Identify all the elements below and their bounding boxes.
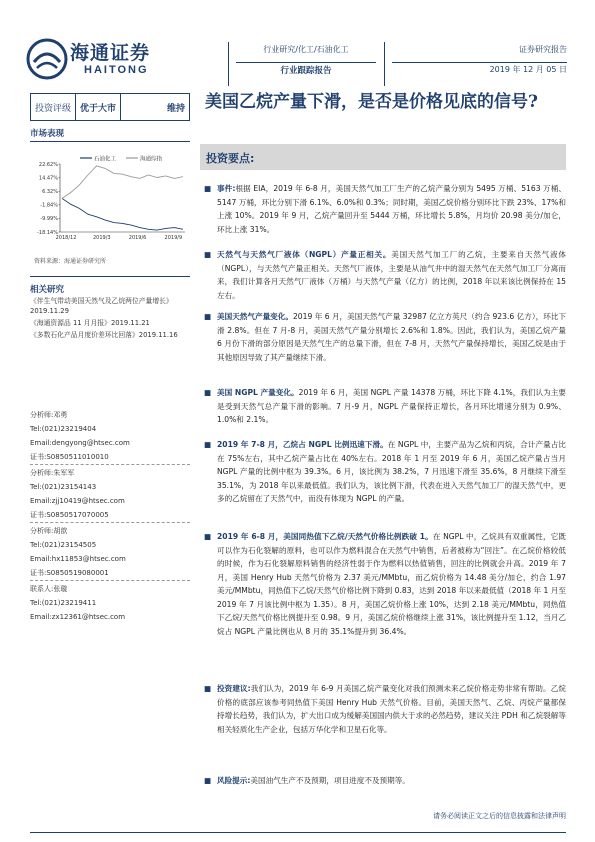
rating-label: 投资评级	[31, 94, 76, 120]
divider	[30, 522, 190, 523]
x-tick-label: 2018/12	[55, 235, 77, 241]
logo-english-text: HAITONG	[84, 64, 149, 76]
contact-email[interactable]: Email:zx12361@htsec.com	[30, 613, 126, 621]
divider	[30, 276, 190, 277]
report-type: 行业跟踪报告	[280, 66, 332, 76]
analyst-cert: 证书:S0850517070005	[30, 511, 109, 519]
disclaimer-note: 请务必阅读正文之后的信息披露和法律声明	[433, 812, 566, 820]
series-line-1	[62, 198, 183, 230]
divider	[30, 141, 190, 142]
header-divider	[384, 42, 385, 86]
bullet-ethane-ratio	[204, 438, 566, 506]
divider	[30, 580, 190, 581]
analyst-tel: Tel:(021)23154143	[30, 483, 97, 491]
bullet-body: 在 NGPL 中，乙烷具有双重属性，它既可以作为石化裂解的原料，也可以作为燃料混合在天然气中销售，后者被称为“回注”。在乙烷价格较低的时候，作为石化裂解原料销售的经济性弱于作为燃料以热值销售，回注的比例就会升高。2019 年 7 月，美国 Henry Hub 天然气价格为 2.37 美元/MMbtu，而乙烷价格为 14.48 美分/加仑，约合 1.97 美元/MMbtu，同热值下乙烷/天然气价格比例下降到 0.83，达到 2018 年以来最低值（2018 年 1 月至 2019 年 7 月该比例中枢为 1.35）。8 月，美国乙烷价格上涨 10%，达到 2.18 美元/MMbtu，同热值下乙烷/天然气价格比例提升至 0.98。9 月，美国乙烷价格继续上涨 31%，该比例提升至 1.12，当月乙烷占 NGPL 产量比例也从 8 月的 35.1%提升到 36.4%。	[217, 532, 567, 636]
contact-block	[30, 582, 190, 624]
related-research-title: 相关研究	[30, 285, 65, 295]
bullet-icon: ■	[204, 684, 212, 693]
category-text: 行业研究/化工/石油化工	[263, 45, 349, 54]
report-label-text: 证券研究报告	[519, 45, 567, 54]
bullet-price-ratio	[204, 530, 566, 638]
y-tick-label: 22.62%	[38, 161, 58, 168]
related-item[interactable]: 《多数石化产品月度价差环比回落》2019.11.16	[30, 331, 178, 339]
bullet-heading: 投资建议:	[217, 684, 251, 693]
divider	[30, 464, 190, 465]
haitong-logo	[26, 38, 176, 82]
series-line-2	[62, 166, 183, 199]
analyst-email[interactable]: Email:hx11853@htsec.com	[30, 555, 126, 563]
contact-tel: Tel:(021)23219411	[30, 599, 97, 607]
rating-box	[30, 93, 190, 121]
x-tick-label: 2019/6	[128, 235, 147, 241]
y-tick-label: 14.47%	[38, 175, 58, 182]
bullet-event	[204, 182, 566, 236]
analyst-block	[30, 408, 190, 465]
bullet-heading: 风险提示:	[217, 776, 251, 785]
bullet-body: 在 NGPL 中，主要产品为乙烷和丙烷，合计产量占比在 75%左右，其中乙烷产量占比在 40%左右。2018 年 1 月至 2019 年 6 月，美国乙烷产量占当月 NGPL 产量的比例中枢为 39.3%。6 月，该比例为 38.2%，7 月迅速下滑至 35.6%，8 月继续下滑至 35.1%，为 2018 年以来最低值。我们认为，该比例下滑，代表在进入天然气加工厂的湿天然气中，更多的乙烷留在了天然气中，而没有体现为 NGPL 的产量。	[217, 440, 566, 503]
report-date: 2019 年 12 月 05 日	[489, 65, 567, 74]
analyst-cert: 证书:S0850511010010	[30, 453, 109, 461]
legend-item-series-1: 石油化工	[94, 156, 117, 163]
bullet-heading: 事件:	[217, 184, 236, 193]
bullet-ngpl-correlation	[204, 248, 566, 302]
legend-item-series-2: 海通综指	[140, 156, 163, 163]
bullet-icon: ■	[204, 388, 212, 397]
chart-source: 资料来源：海通证券研究所	[34, 258, 107, 265]
y-tick-label: -1.84%	[40, 202, 58, 209]
analyst-block	[30, 524, 190, 581]
y-tick-label: -18.14%	[37, 229, 58, 236]
analyst-name: 分析师:邓勇	[30, 411, 68, 419]
contact-name: 联系人:张璇	[30, 585, 68, 593]
logo-chinese-text: 海通证券	[70, 42, 151, 64]
bullet-heading: 美国天然气产量变化。	[217, 312, 293, 321]
rating-value: 优于大市	[76, 94, 121, 120]
bullet-body: 2019 年 6 月，美国 NGPL 产量 14378 万桶，环比下降 4.1%，我们认为主要是受到天然气总产量下滑的影响。7 月-9 月，NGPL 产量保持正增长，各月环比增速分别为 0.9%、1.0%和 2.1%。	[217, 388, 566, 424]
bullet-body: 2019 年 6 月，美国天然气产量 32987 亿立方英尺（约合 923.6 亿方），环比下滑 2.8%。但在 7 月-8 月，美国天然气产量分别增长 2.6%和 1.8%。因此，我们认为，美国乙烷产量 6 月份下滑的部分原因是天然气生产的总量下滑，但在 7-8 月，天然气产量保持增长，美国乙烷是由于其他原因导致了其产量继续下滑。	[217, 312, 566, 362]
report-label	[392, 44, 567, 55]
analyst-tel: Tel:(021)23154505	[30, 541, 97, 549]
analyst-tel: Tel:(021)23219404	[30, 425, 97, 433]
bullet-risk	[204, 774, 566, 788]
bullet-heading: 2019 年 6-8 月，美国同热值下乙烷/天然气价格比例跌破 1。	[217, 532, 433, 541]
bullet-icon: ■	[204, 250, 212, 259]
analyst-email[interactable]: Email:zjj10419@htsec.com	[30, 497, 125, 505]
key-points-bar	[200, 144, 566, 170]
y-tick-label: -9.99%	[40, 216, 58, 223]
bullet-ngpl-production	[204, 386, 566, 427]
analyst-block	[30, 466, 190, 523]
chart-svg	[30, 150, 190, 250]
analyst-cert: 证书:S0850519080001	[30, 569, 109, 577]
analyst-name: 分析师:胡歆	[30, 527, 68, 535]
analyst-email[interactable]: Email:dengyong@htsec.com	[30, 439, 130, 447]
key-points-title: 投资要点:	[206, 152, 255, 165]
bullet-icon: ■	[204, 776, 212, 785]
related-item[interactable]: 《海通资源品 11 月月报》2019.11.21	[30, 319, 150, 327]
page-title: 美国乙烷产量下滑，是否是价格见底的信号?	[205, 92, 538, 112]
analyst-name: 分析师:朱军军	[30, 469, 75, 477]
haitong-logo-mark-icon	[26, 38, 68, 80]
footer-divider	[30, 832, 566, 833]
bullet-body: 美国油气生产不及预期，项目进度不及预期等。	[250, 776, 410, 785]
bullet-heading: 美国 NGPL 产量变化。	[217, 388, 299, 397]
bullet-investment-advice	[204, 682, 566, 736]
market-section-title: 市场表现	[30, 129, 65, 139]
bullet-icon: ■	[204, 312, 212, 321]
bullet-heading: 2019 年 7-8 月，乙烷占 NGPL 比例迅速下滑。	[217, 440, 388, 449]
market-performance-chart	[30, 150, 190, 250]
x-tick-label: 2019/3	[92, 235, 111, 241]
bullet-icon: ■	[204, 184, 212, 193]
related-item[interactable]: 《伴生气带动美国天然气及乙烷两位产量增长》2019.11.29	[30, 297, 173, 315]
bullet-body: 美国天然气加工厂的乙烷，主要来自天然气液体（NGPL），与天然气产量正相关。天然气厂液体，主要是从油气井中的湿天然气在天然气加工厂分离而来，我们计算各月天然气厂液体（万桶）与天然气产量（亿方）的比例，2018 年以来该比例保持在 15 左右。	[217, 250, 566, 300]
chart-legend	[80, 155, 163, 163]
bullet-icon: ■	[204, 440, 212, 449]
bullet-body: 我们认为，2019 年 6-9 月美国乙烷产量变化对我们预测未来乙烷价格走势非常有帮助。乙烷价格的底部应该参考同热值下美国 Henry Hub 天然气价格。目前，美国天然气、乙烷、丙烷产量都保持增长趋势，我们认为，扩大出口成为缓解美国国内供大于求的必然趋势，建议关注 PDH 和乙烷裂解等相关轻质化生产企业，包括万华化学和卫星石化等。	[217, 684, 566, 734]
bullet-heading: 天然气与天然气厂液体（NGPL）产量正相关。	[217, 250, 392, 259]
header-divider	[228, 42, 229, 86]
bullet-body: 根据 EIA，2019 年 6-8 月，美国天然气加工厂生产的乙烷产量分别为 5495 万桶、5163 万桶、5147 万桶，环比分别下滑 6.1%、6.0%和 0.3%；同时期，美国乙烷价格分别环比下跌 23%、17%和上涨 10%。2019 年 9 月，乙烷产量回升至 5444 万桶，环比增长 5.8%，月均价 20.98 美分/加仑，环比上涨 31%。	[217, 184, 566, 234]
report-category	[236, 44, 376, 55]
bullet-icon: ■	[204, 532, 212, 541]
rating-keep: 维持	[166, 103, 185, 114]
y-tick-label: 6.32%	[42, 188, 58, 195]
x-tick-label: 2019/9	[164, 235, 183, 241]
bullet-gas-production	[204, 310, 566, 364]
